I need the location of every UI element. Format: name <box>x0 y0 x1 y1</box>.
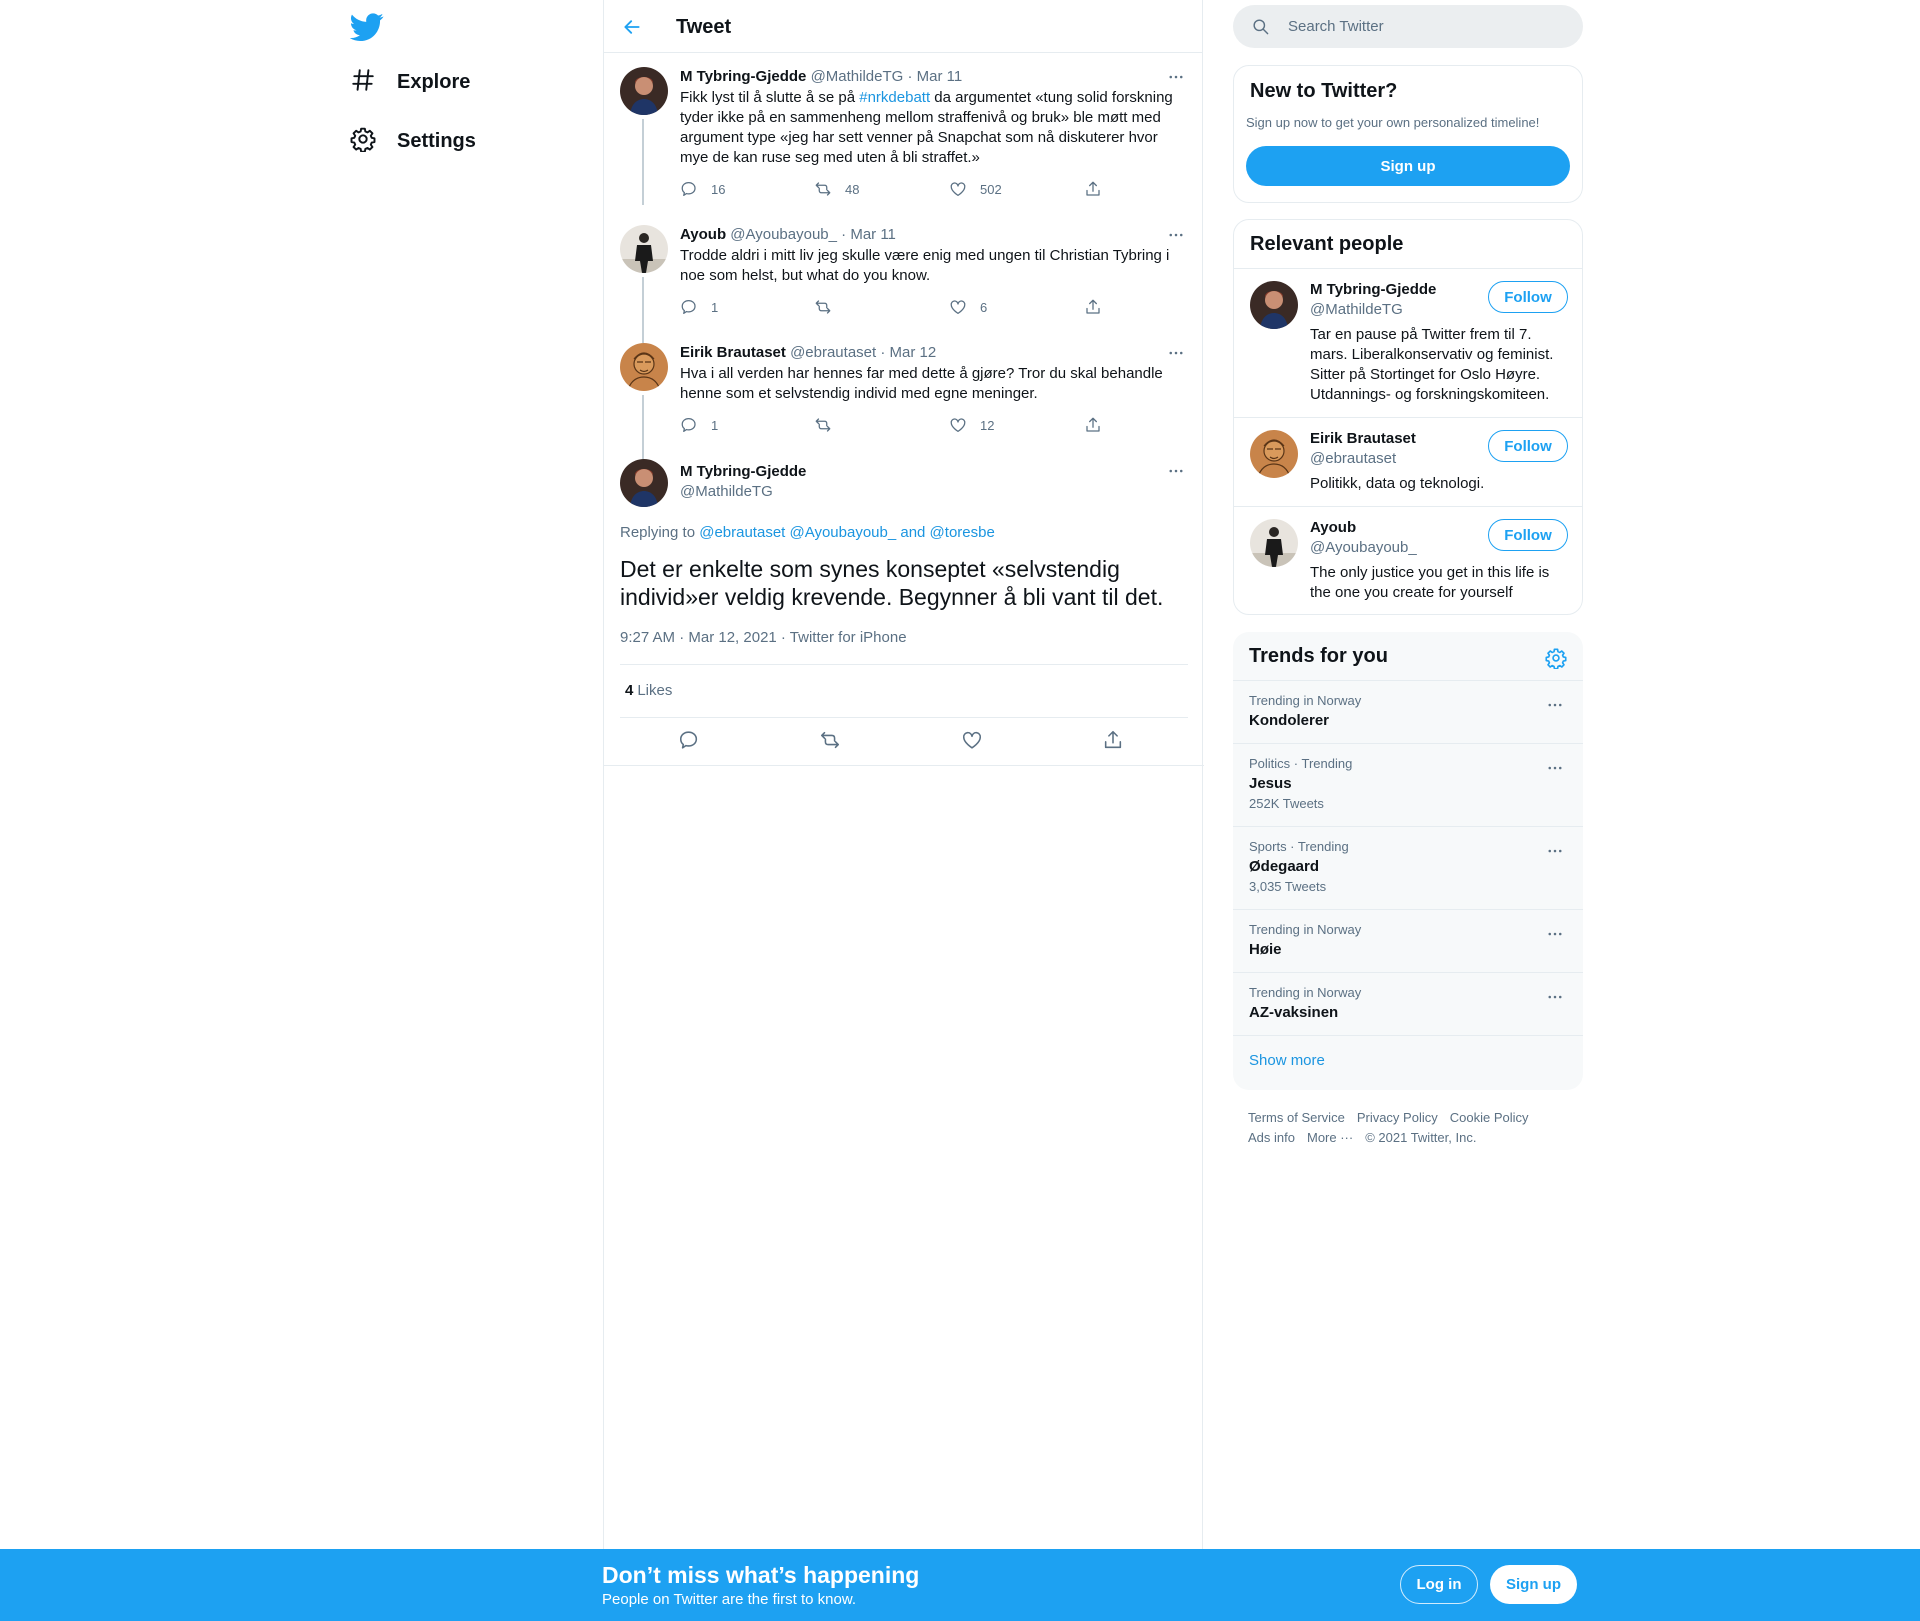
retweet-count: 48 <box>845 181 860 197</box>
tweet-actions <box>680 180 1110 200</box>
reply-count: 16 <box>711 181 726 197</box>
page-title: Tweet <box>676 16 732 38</box>
tweet-date[interactable]: Mar 11 <box>916 68 963 85</box>
trend-name: Ødegaard <box>1249 858 1320 875</box>
trend-name: Jesus <box>1249 775 1292 792</box>
trend-context: Trending in Norway <box>1249 985 1362 1000</box>
more-icon <box>1546 759 1564 777</box>
like-button[interactable] <box>949 416 994 434</box>
retweet-icon <box>814 180 832 198</box>
relevant-people-card <box>1233 219 1583 615</box>
twitter-logo-icon[interactable] <box>350 10 384 44</box>
trend-more-button[interactable] <box>1543 756 1567 780</box>
tweet-actions <box>680 416 1110 436</box>
trends-title: Trends for you <box>1249 645 1388 667</box>
person-handle[interactable]: @ebrautaset <box>1310 450 1397 467</box>
footer-links <box>1248 1108 1578 1148</box>
heart-icon <box>949 416 967 434</box>
follow-button[interactable]: Follow <box>1488 281 1568 313</box>
likes-summary[interactable] <box>625 682 672 699</box>
tweet-text: Trodde aldri i mitt liv jeg skulle være enig med ungen til Christian Tybring i noe som helst, but what do you know. <box>680 247 1170 284</box>
person-bio: Politikk, data og teknologi. <box>1310 475 1485 492</box>
avatar[interactable] <box>1250 519 1298 567</box>
person-bio: Tar en pause på Twitter frem til 7. mars. Liberalkonservativ og feminist. Sitter på Stortinget for Oslo Høyre. Utdannings- og forskningskomiteen. <box>1310 326 1554 403</box>
person-bio: The only justice you get in this life is the one you create for yourself <box>1310 564 1550 601</box>
focused-tweet-text: Det er enkelte som synes konseptet «selvstendig individ»er veldig krevende. Begynner å bli vant til det. <box>620 556 1164 610</box>
trend-name: AZ-vaksinen <box>1249 1004 1339 1021</box>
gear-icon <box>350 126 376 157</box>
more-options-button[interactable] <box>1164 341 1188 365</box>
replying-prefix: Replying to <box>620 524 700 541</box>
nav-settings-label: Settings <box>397 129 476 152</box>
cookie-link[interactable]: Cookie Policy <box>1449 1110 1529 1125</box>
trends-footer <box>1233 1035 1583 1090</box>
nav-settings[interactable] <box>350 116 476 166</box>
like-button[interactable] <box>949 298 987 316</box>
likes-label: Likes <box>637 682 673 699</box>
share-icon <box>1084 180 1102 198</box>
show-more-link[interactable]: Show more <box>1249 1052 1325 1069</box>
reply-count: 1 <box>711 299 719 315</box>
likes-count: 4 <box>625 682 634 699</box>
avatar[interactable] <box>620 343 668 391</box>
main-column <box>603 0 1203 1549</box>
trend-name: Høie <box>1249 941 1282 958</box>
share-icon <box>1102 729 1124 751</box>
trends-settings-button[interactable] <box>1545 647 1567 669</box>
thread-connector <box>642 277 644 343</box>
retweet-icon <box>814 298 832 316</box>
arrow-left-icon <box>622 17 642 37</box>
signup-banner <box>0 1549 1920 1621</box>
thread-tweet[interactable] <box>620 67 1188 205</box>
banner-title: Don’t miss what’s happening <box>602 1562 920 1588</box>
heart-icon <box>949 180 967 198</box>
divider <box>1234 268 1583 269</box>
person-item[interactable] <box>1250 430 1568 502</box>
more-icon <box>1167 344 1185 362</box>
trends-card <box>1233 632 1583 1090</box>
heart-icon <box>949 298 967 316</box>
retweet-icon <box>819 729 841 751</box>
retweet-icon <box>814 416 832 434</box>
avatar[interactable] <box>620 459 668 507</box>
trend-more-button[interactable] <box>1543 693 1567 717</box>
like-button[interactable] <box>961 729 985 753</box>
author-handle[interactable]: @Ayoubayoub_ <box>730 226 837 243</box>
share-icon <box>1084 416 1102 434</box>
person-name[interactable]: M Tybring-Gjedde <box>1310 281 1437 298</box>
follow-button[interactable]: Follow <box>1488 519 1568 551</box>
tweet-date[interactable]: Mar 11 <box>850 226 896 243</box>
trend-item[interactable] <box>1233 972 1583 1035</box>
trend-item[interactable] <box>1233 743 1583 826</box>
tweet-meta <box>680 67 1188 87</box>
author-name[interactable]: M Tybring-Gjedde <box>680 68 807 85</box>
reply-button[interactable] <box>680 180 725 198</box>
reply-button[interactable] <box>680 416 718 434</box>
tweet-body <box>680 225 1188 286</box>
replying-to-users-link[interactable]: @ebrautaset @Ayoubayoub_ and @toresbe <box>699 524 995 541</box>
more-icon <box>1546 842 1564 860</box>
reply-icon <box>680 298 698 316</box>
heart-icon <box>961 729 983 751</box>
person-item[interactable] <box>1250 519 1568 605</box>
trend-item[interactable] <box>1233 826 1583 909</box>
divider <box>604 765 1204 766</box>
more-icon <box>1167 226 1185 244</box>
reply-icon <box>678 729 700 751</box>
avatar[interactable] <box>620 67 668 115</box>
tweet-meta <box>680 343 1188 363</box>
more-icon <box>1546 925 1564 943</box>
nav-explore[interactable] <box>350 57 470 107</box>
person-name[interactable]: Eirik Brautaset <box>1310 430 1416 447</box>
trend-name: Kondolerer <box>1249 712 1330 729</box>
person-name[interactable]: Ayoub <box>1310 519 1357 536</box>
more-link[interactable]: More ··· <box>1306 1130 1354 1145</box>
reply-icon <box>680 416 698 434</box>
tweet-actions <box>680 298 1110 318</box>
tweet-timestamp[interactable]: 9:27 AM · Mar 12, 2021 · Twitter for iPhone <box>620 629 907 646</box>
divider <box>1234 417 1583 418</box>
author-handle[interactable]: @MathildeTG <box>810 68 904 85</box>
trend-count: 252K Tweets <box>1249 796 1324 811</box>
thread-tweet[interactable] <box>620 225 1188 343</box>
search-icon <box>1251 17 1270 36</box>
like-count: 502 <box>980 181 1002 197</box>
search-input[interactable] <box>1288 5 1568 48</box>
share-button[interactable] <box>1102 729 1126 753</box>
share-button[interactable] <box>1084 416 1102 434</box>
tweet-meta <box>680 225 1188 245</box>
replying-to <box>620 524 995 541</box>
avatar[interactable] <box>620 225 668 273</box>
gear-icon <box>1545 647 1567 669</box>
new-to-twitter-card <box>1233 65 1583 203</box>
share-icon <box>1084 298 1102 316</box>
like-button[interactable] <box>949 180 1002 198</box>
more-icon <box>1167 462 1185 480</box>
meta-separator: · <box>907 68 913 85</box>
hashtag-icon <box>350 67 376 98</box>
tweet-text: Hva i all verden har hennes far med dette å gjøre? Tror du skal behandle henne som et selvstendig individ med egne meninger. <box>680 365 1163 402</box>
page-header <box>604 0 1202 53</box>
banner-subtitle: People on Twitter are the first to know. <box>602 1591 857 1608</box>
trend-more-button[interactable] <box>1543 922 1567 946</box>
focused-tweet-header <box>620 459 1188 507</box>
privacy-link[interactable]: Privacy Policy <box>1356 1110 1438 1125</box>
reply-button[interactable] <box>678 729 702 753</box>
trend-context: Trending in Norway <box>1249 922 1362 937</box>
trend-count: 3,035 Tweets <box>1249 879 1327 894</box>
reply-icon <box>680 180 698 198</box>
trend-item[interactable] <box>1233 909 1583 972</box>
copyright: © 2021 Twitter, Inc. <box>1365 1130 1477 1145</box>
more-icon <box>1546 988 1564 1006</box>
tweet-body <box>680 343 1188 404</box>
tweet-text-part: Fikk lyst til å slutte å se på <box>680 89 860 106</box>
reply-count: 1 <box>711 417 719 433</box>
divider <box>1234 506 1583 507</box>
terms-link[interactable]: Terms of Service <box>1248 1110 1345 1125</box>
like-count: 6 <box>980 299 988 315</box>
trend-more-button[interactable] <box>1543 839 1567 863</box>
more-icon <box>1167 68 1185 86</box>
tweet-text <box>680 88 1188 168</box>
focused-tweet <box>620 459 1188 699</box>
author-handle[interactable]: @MathildeTG <box>680 483 773 500</box>
person-handle[interactable]: @Ayoubayoub_ <box>1310 539 1417 556</box>
share-button[interactable] <box>1084 298 1102 316</box>
log-in-button[interactable]: Log in <box>1400 1565 1478 1604</box>
more-options-button[interactable] <box>1164 223 1188 247</box>
banner-sign-up-button[interactable]: Sign up <box>1490 1565 1577 1604</box>
avatar[interactable] <box>1250 281 1298 329</box>
retweet-button[interactable] <box>814 416 845 434</box>
trend-item[interactable] <box>1233 680 1583 743</box>
nav-explore-label: Explore <box>397 70 471 93</box>
sign-up-button[interactable]: Sign up <box>1246 146 1570 186</box>
more-icon <box>1546 696 1564 714</box>
trend-context: Sports · Trending <box>1249 839 1349 854</box>
back-button[interactable] <box>618 13 646 41</box>
thread-connector <box>642 119 644 205</box>
like-count: 12 <box>980 417 995 433</box>
ads-info-link[interactable]: Ads info <box>1248 1130 1295 1145</box>
author-name[interactable]: Eirik Brautaset <box>680 344 786 361</box>
search-box[interactable] <box>1233 5 1583 48</box>
more-options-button[interactable] <box>1164 459 1188 483</box>
new-to-twitter-title: New to Twitter? <box>1250 80 1398 102</box>
tweet-text-part: da argumentet «tung solid forskning tyder ikke på en sammenheng mellom straffenivå og bruk» ble møtt med argument type «jeg har sett venner på Snapchat som nå diskuterer hvor mye de kan ruse seg med uten å bli straffet.» <box>680 89 1173 166</box>
trend-more-button[interactable] <box>1543 985 1567 1009</box>
more-options-button[interactable] <box>1164 65 1188 89</box>
retweet-button[interactable] <box>819 729 843 753</box>
tweet-body <box>680 67 1188 168</box>
author-name[interactable]: Ayoub <box>680 226 727 243</box>
author-handle[interactable]: @ebrautaset <box>790 344 877 361</box>
relevant-people-title: Relevant people <box>1250 233 1404 255</box>
divider <box>620 717 1188 718</box>
retweet-button[interactable] <box>814 298 845 316</box>
author-name[interactable]: M Tybring-Gjedde <box>680 463 807 480</box>
tweet-date[interactable]: Mar 12 <box>889 344 937 361</box>
trend-context: Trending in Norway <box>1249 693 1362 708</box>
avatar[interactable] <box>1250 430 1298 478</box>
person-item[interactable] <box>1250 281 1568 401</box>
divider <box>620 664 1188 665</box>
retweet-button[interactable] <box>814 180 859 198</box>
meta-separator: · <box>841 226 847 243</box>
trend-context: Politics · Trending <box>1249 756 1353 771</box>
follow-button[interactable]: Follow <box>1488 430 1568 462</box>
focused-tweet-actions <box>620 729 1188 755</box>
share-button[interactable] <box>1084 180 1102 198</box>
thread-tweet[interactable] <box>620 343 1188 461</box>
new-to-twitter-subtitle: Sign up now to get your own personalized timeline! <box>1246 115 1540 130</box>
reply-button[interactable] <box>680 298 718 316</box>
thread-connector <box>642 395 644 461</box>
meta-separator: · <box>880 344 886 361</box>
person-handle[interactable]: @MathildeTG <box>1310 301 1403 318</box>
hashtag-link[interactable]: #nrkdebatt <box>859 89 931 106</box>
